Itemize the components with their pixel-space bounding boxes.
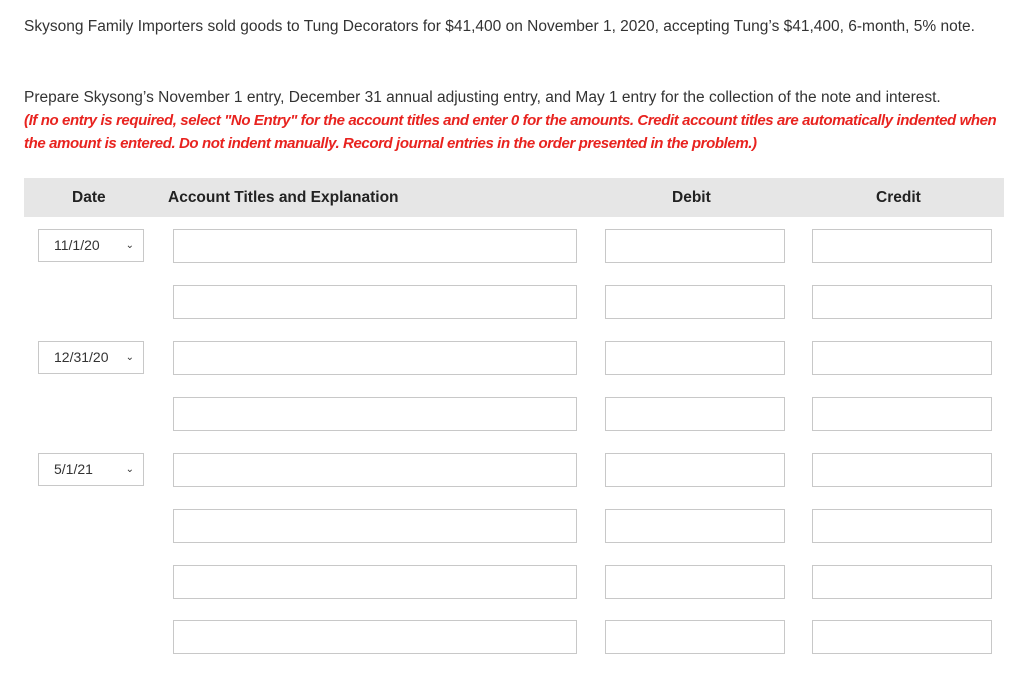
instructions-text: Prepare Skysong’s November 1 entry, December 31 annual adjusting entry, and May 1 entry for the collection of the note and interest. — [24, 89, 941, 106]
header-credit: Credit — [876, 189, 921, 206]
credit-input[interactable] — [812, 565, 992, 599]
problem-statement: Skysong Family Importers sold goods to Tung Decorators for $41,400 on November 1, 2020, accepting Tung’s $41,400, 6-month, 5% note. — [24, 18, 975, 35]
instructions — [24, 86, 1009, 155]
date-select-value: 12/31/20 — [54, 349, 109, 365]
chevron-down-icon: ⌄ — [125, 464, 134, 475]
credit-input[interactable] — [812, 620, 992, 654]
journal-table-header — [24, 178, 1004, 217]
date-select-3[interactable] — [38, 453, 144, 486]
debit-input[interactable] — [605, 509, 785, 543]
account-title-input[interactable] — [173, 453, 577, 487]
header-account-titles: Account Titles and Explanation — [168, 189, 399, 206]
debit-input[interactable] — [605, 397, 785, 431]
credit-input[interactable] — [812, 341, 992, 375]
date-select-1[interactable] — [38, 229, 144, 262]
chevron-down-icon: ⌄ — [125, 352, 134, 363]
debit-input[interactable] — [605, 620, 785, 654]
account-title-input[interactable] — [173, 509, 577, 543]
date-select-value: 5/1/21 — [54, 461, 93, 477]
instructions-note: (If no entry is required, select "No Entry" for the account titles and enter 0 for the amounts. Credit account titles are automatically indented when the amount is entered. Do not indent manually. Record journal entries in the order presented in the problem.) — [24, 112, 997, 152]
account-title-input[interactable] — [173, 285, 577, 319]
header-debit: Debit — [672, 189, 711, 206]
credit-input[interactable] — [812, 397, 992, 431]
debit-input[interactable] — [605, 341, 785, 375]
account-title-input[interactable] — [173, 397, 577, 431]
account-title-input[interactable] — [173, 565, 577, 599]
account-title-input[interactable] — [173, 341, 577, 375]
credit-input[interactable] — [812, 229, 992, 263]
credit-input[interactable] — [812, 453, 992, 487]
credit-input[interactable] — [812, 509, 992, 543]
account-title-input[interactable] — [173, 620, 577, 654]
date-select-2[interactable] — [38, 341, 144, 374]
debit-input[interactable] — [605, 229, 785, 263]
debit-input[interactable] — [605, 565, 785, 599]
header-date: Date — [72, 189, 106, 206]
debit-input[interactable] — [605, 285, 785, 319]
account-title-input[interactable] — [173, 229, 577, 263]
credit-input[interactable] — [812, 285, 992, 319]
chevron-down-icon: ⌄ — [125, 240, 134, 251]
date-select-value: 11/1/20 — [54, 237, 100, 253]
debit-input[interactable] — [605, 453, 785, 487]
